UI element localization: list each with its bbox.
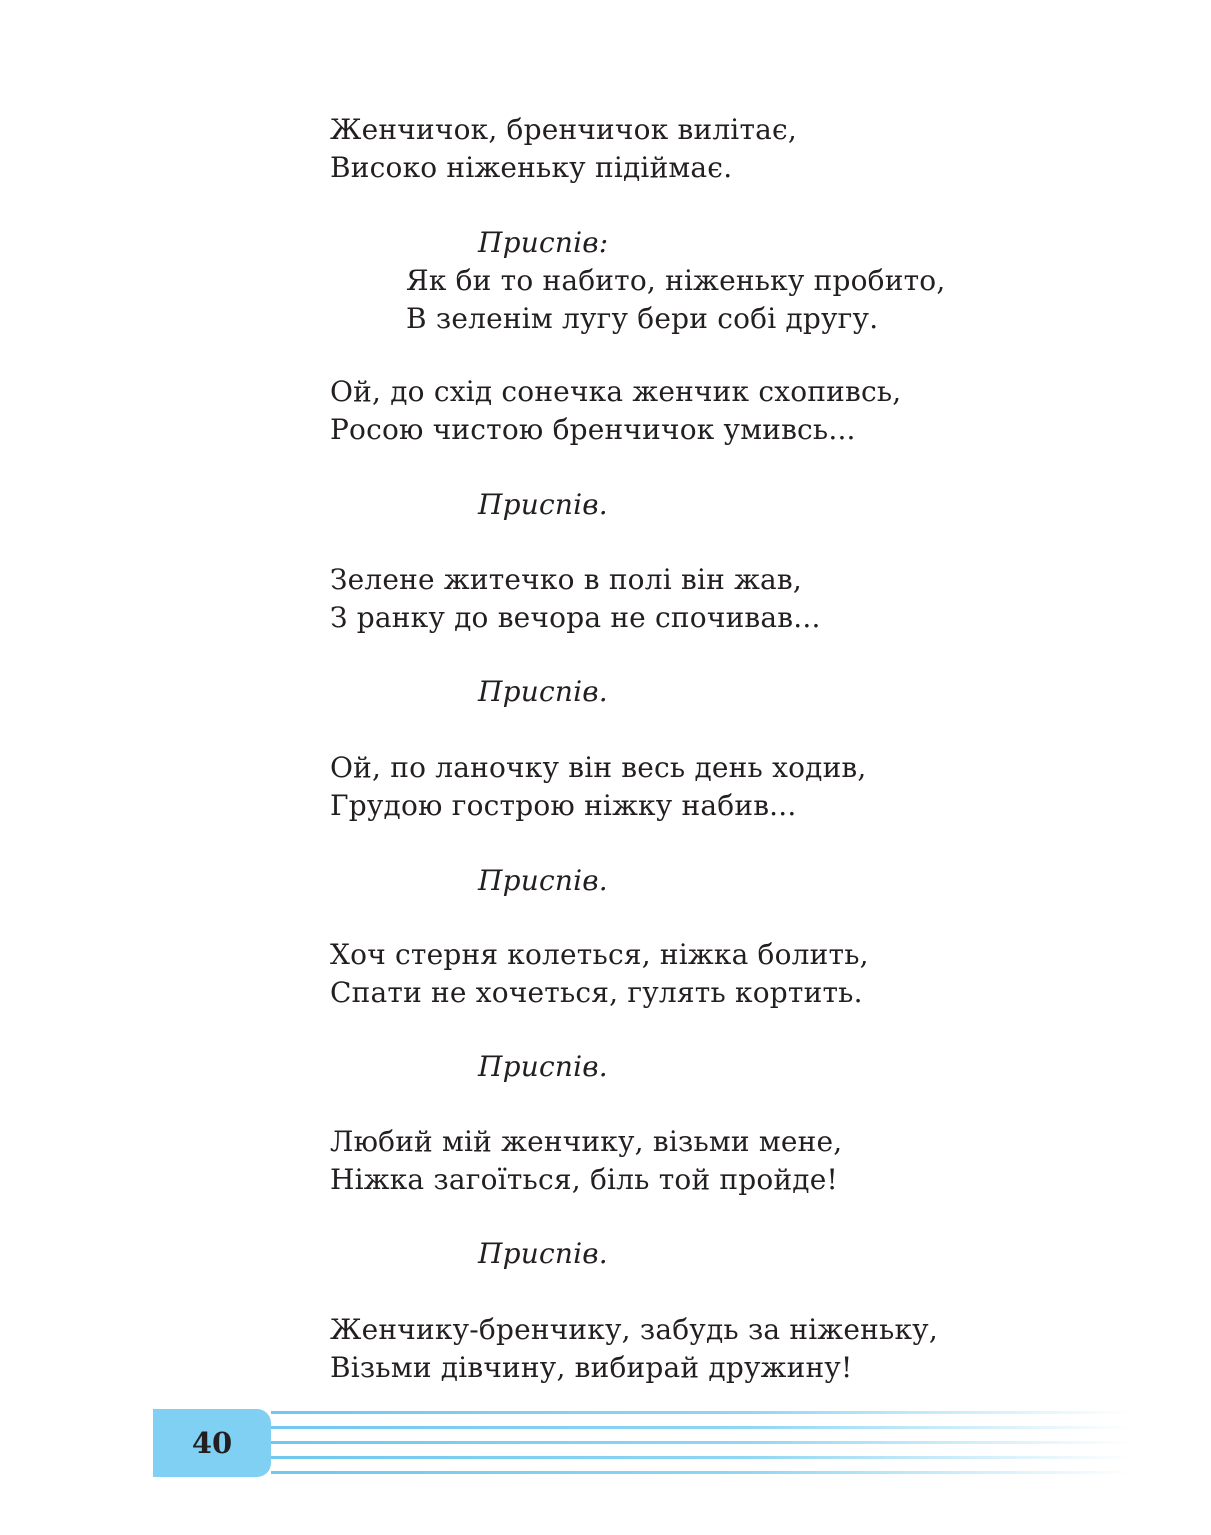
refrain-label: Приспів. xyxy=(478,864,608,897)
verse-line: Спати не хочеться, гулять кортить. xyxy=(330,976,863,1009)
footer-stripe xyxy=(271,1456,1133,1459)
verse-line: Грудою гострою ніжку набив... xyxy=(330,789,797,822)
refrain-label: Приспів. xyxy=(478,675,608,708)
footer-stripe xyxy=(271,1471,1133,1474)
verse-line: Ніжка загоїться, біль той пройде! xyxy=(330,1163,838,1196)
verse-line: Женчичок, бренчичок вилітає, xyxy=(330,113,798,146)
verse-line: Ой, до схід сонечка женчик схопивсь, xyxy=(330,375,902,408)
refrain-label: Приспів. xyxy=(478,1237,608,1270)
verse-line: Женчику-бренчику, забудь за ніженьку, xyxy=(330,1313,938,1346)
page-number: 40 xyxy=(191,1426,233,1460)
page-number-tab xyxy=(153,1409,271,1477)
refrain-label: Приспів. xyxy=(478,488,608,521)
footer-stripe xyxy=(271,1426,1133,1429)
refrain-label: Приспів. xyxy=(478,1050,608,1083)
verse-line: Любий мій женчику, візьми мене, xyxy=(330,1125,843,1158)
verse-line: Росою чистою бренчичок умивсь... xyxy=(330,413,856,446)
verse-line: Високо ніженьку підіймає. xyxy=(330,151,733,184)
refrain-label: Приспів: xyxy=(478,226,609,259)
refrain-line: В зеленім лугу бери собі другу. xyxy=(406,302,879,335)
page-footer xyxy=(153,1409,1133,1477)
verse-line: Візьми дівчину, вибирай дружину! xyxy=(330,1351,853,1384)
verse-line: Зелене житечко в полі він жав, xyxy=(330,563,802,596)
footer-stripe xyxy=(271,1441,1133,1444)
verse-line: З ранку до вечора не спочивав... xyxy=(330,601,821,634)
verse-line: Ой, по ланочку він весь день ходив, xyxy=(330,751,867,784)
refrain-line: Як би то набито, ніженьку пробито, xyxy=(406,264,946,297)
verse-line: Хоч стерня колеться, ніжка болить, xyxy=(330,938,869,971)
footer-stripe xyxy=(271,1411,1133,1414)
